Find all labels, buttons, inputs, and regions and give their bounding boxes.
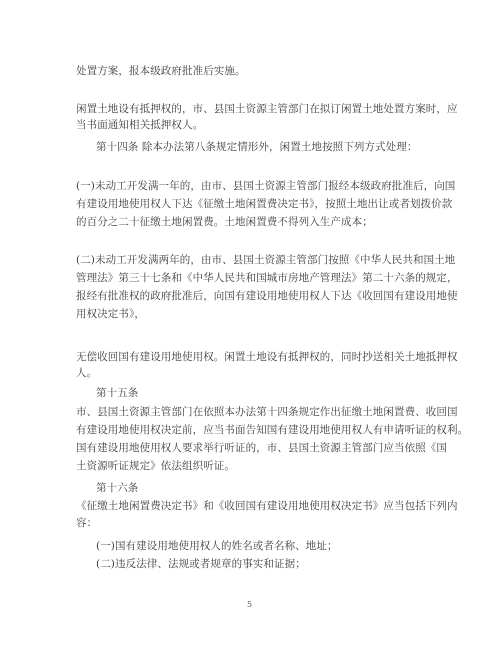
text-line-2: 闲置土地设有抵押权的，市、县国土资源主管部门在拟订闲置土地处置方案时，应 [76,103,458,115]
text-line-11: 用权决定书》， [76,308,145,320]
text-line-15: 市、县国土资源主管部门在依照本办法第十四条规定作出征缴土地闲置费、收回国 [76,406,458,418]
text-line-7: 的百分之二十征缴土地闲置费。土地闲置费不得列入生产成本； [76,216,373,228]
text-line-1: 处置方案，报本级政府批准后实施。 [76,65,246,77]
article-14-heading: 第十四条 除本办法第八条规定情形外，闲置土地按照下列方式处理： [96,141,418,153]
page-number: 5 [247,600,253,609]
article-16-heading: 第十六条 [96,482,139,494]
article-15-heading: 第十五条 [96,387,139,399]
text-line-13: 人。 [76,367,98,379]
text-line-18: 土资源听证规定》依法组织听证。 [76,460,235,472]
text-line-8: (二)未动工开发满两年的，由市、县国土资源主管部门按照《中华人民共和国土地 [76,254,456,266]
text-line-17: 国有建设用地使用权人要求举行听证的，市、县国土资源主管部门应当依照《国 [76,442,447,454]
text-line-9: 管理法》第三十七条和《中华人民共和国城市房地产管理法》第二十六条的规定， [76,272,458,284]
text-line-22: (一)国有建设用地使用权人的姓名或者名称、地址； [96,540,338,552]
text-line-3: 当书面通知相关抵押权人。 [76,119,204,131]
text-line-23: (二)违反法律、法规或者规章的事实和证据； [96,558,306,570]
text-line-6: 有建设用地使用权人下达《征缴土地闲置费决定书》，按照土地出让或者划拨价款 [76,198,453,210]
text-line-12: 无偿收回国有建设用地使用权。闲置土地设有抵押权的，同时抄送相关土地抵押权 [76,351,458,363]
text-line-21: 容： [76,517,98,529]
text-line-5: (一)未动工开发满一年的，由市、县国土资源主管部门报经本级政府批准后，向国 [76,180,456,192]
text-line-20: 《征缴土地闲置费决定书》和《收回国有建设用地使用权决定书》应当包括下列内 [76,500,458,512]
text-line-10: 报经有批准权的政府批准后，向国有建设用地使用权人下达《收回国有建设用地使 [76,290,458,302]
text-line-16: 有建设用地使用权决定前，应当书面告知国有建设用地使用权人有申请听证的权利。 [76,424,469,436]
